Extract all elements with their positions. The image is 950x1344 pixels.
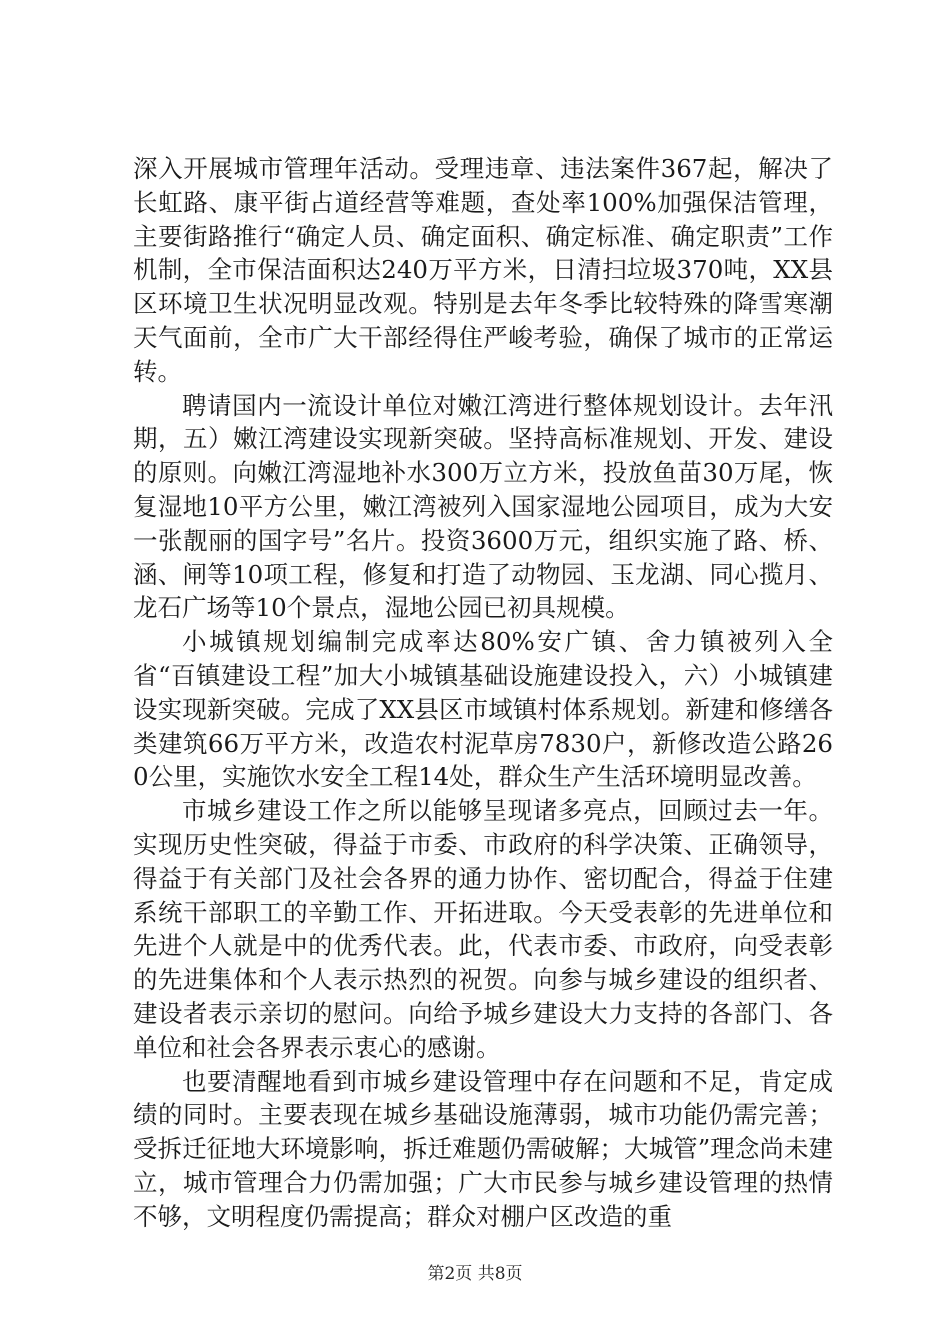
body-text bbox=[133, 152, 833, 1234]
paragraph-small-towns: 小城镇规划编制完成率达80%安广镇、舍力镇被列入全省“百镇建设工程”加大小城镇基础设施建设投入，六）小城镇建设实现新突破。完成了XX县区市域镇村体系规划。新建和修缮各类建筑66万平方米，改造农村泥草房7830户，新修改造公路260公里，实施饮水安全工程14处，群众生产生活环境明显改善。 bbox=[133, 627, 833, 792]
paragraph-city-management: 深入开展城市管理年活动。受理违章、违法案件367起，解决了长虹路、康平街占道经营等难题，查处率100%加强保洁管理，主要街路推行“确定人员、确定面积、确定标准、确定职责”工作机制，全市保洁面积达240万平方米，日清扫垃圾370吨，XX县区环境卫生状况明显改观。特别是去年冬季比较特殊的降雪寒潮天气面前，全市广大干部经得住严峻考验，确保了城市的正常运转。 bbox=[133, 154, 833, 386]
paragraph-problems: 也要清醒地看到市城乡建设管理中存在问题和不足，肯定成绩的同时。主要表现在城乡基础设施薄弱，城市功能仍需完善；受拆迁征地大环境影响，拆迁难题仍需破解；大城管”理念尚未建立，城市管理合力仍需加强；广大市民参与城乡建设管理的热情不够，文明程度仍需提高；群众对棚户区改造的重 bbox=[133, 1066, 833, 1231]
paragraph-achievements: 市城乡建设工作之所以能够呈现诸多亮点，回顾过去一年。实现历史性突破，得益于市委、市政府的科学决策、正确领导，得益于有关部门及社会各界的通力协作、密切配合，得益于住建系统干部职工的辛勤工作、开拓进取。今天受表彰的先进单位和先进个人就是中的优秀代表。此，代表市委、市政府，向受表彰的先进集体和个人表示热烈的祝贺。向参与城乡建设的组织者、建设者表示亲切的慰问。向给予城乡建设大力支持的各部门、各单位和社会各界表示衷心的感谢。 bbox=[133, 796, 833, 1062]
paragraph-nenjiang-bay: 聘请国内一流设计单位对嫩江湾进行整体规划设计。去年汛期，五）嫩江湾建设实现新突破。坚持高标准规划、开发、建设的原则。向嫩江湾湿地补水300万立方米，投放鱼苗30万尾，恢复湿地10平方公里，嫩江湾被列入国家湿地公园项目，成为大安一张靓丽的国字号”名片。投资3600万元，组织实施了路、桥、涵、闸等10项工程，修复和打造了动物园、玉龙湖、同心揽月、龙石广场等10个景点，湿地公园已初具规模。 bbox=[133, 390, 833, 623]
page-footer: 第2页 共8页 bbox=[427, 1264, 523, 1284]
